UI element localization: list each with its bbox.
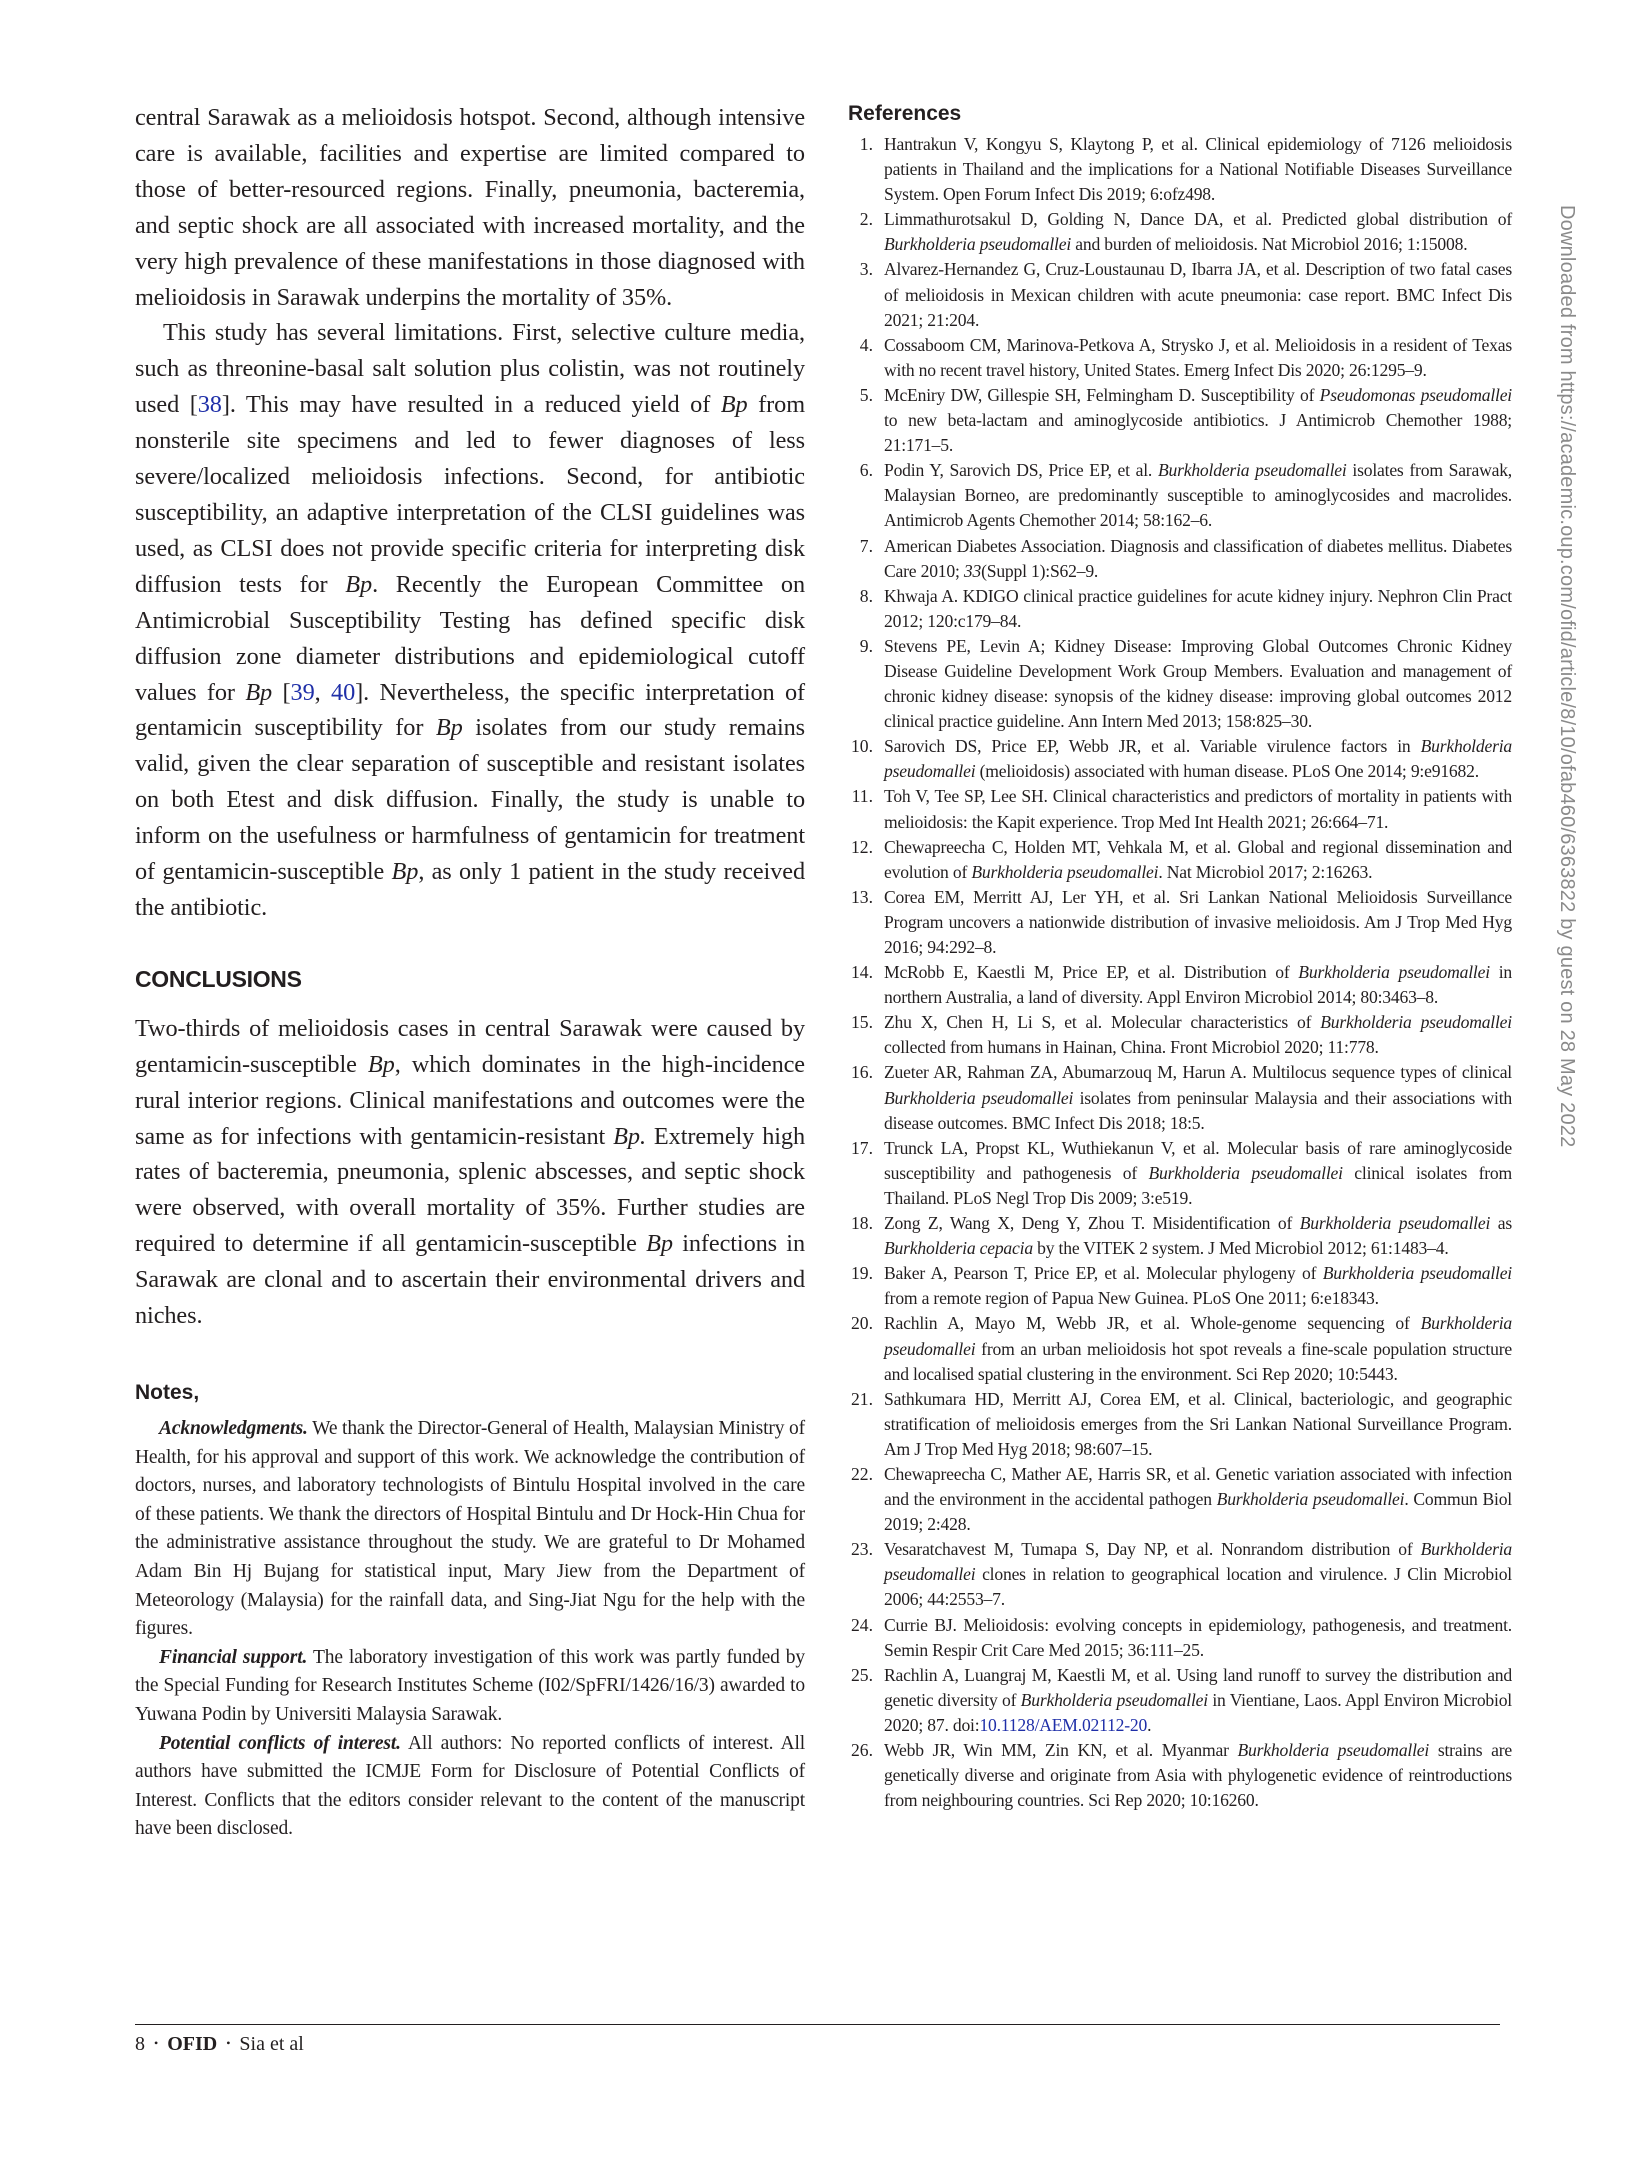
italic-text: Burkholderia cepacia (884, 1238, 1033, 1259)
text-run: Zhu X, Chen H, Li S, et al. Molecular characteristics of (884, 1012, 1321, 1033)
reference-text (884, 1738, 1512, 1813)
text-run: Rachlin A, Mayo M, Webb JR, et al. Whole-genome sequencing of (884, 1313, 1421, 1334)
italic-text: Burkholderia pseudomallei (884, 234, 1072, 255)
reference-item (848, 1211, 1512, 1261)
text-run: Chewapreecha C, Holden MT, Vehkala M, et al. Global and regional dissemination and evolution of (884, 836, 1512, 882)
reference-text (884, 784, 1512, 834)
text-run: , which dominates in the high-incidence rural interior regions. Clinical manifestations and outcomes were the same as for infections with gentamicin-resistant (135, 1050, 805, 1150)
reference-text (884, 1537, 1512, 1612)
text-run: isolates from Sarawak, Malaysian Borneo, are predominantly susceptible to aminoglycosides and macrolides. Antimicrob Agents Chemother 2014; 58:162–6. (884, 460, 1512, 531)
reference-number: 7. (859, 535, 873, 556)
text-run: by the VITEK 2 system. J Med Microbiol 2012; 61:1483–4. (1032, 1238, 1449, 1259)
reference-number: 17. (851, 1137, 873, 1158)
bullet-separator-icon: • (226, 2036, 231, 2050)
italic-text: Bp (720, 391, 748, 419)
reference-number: 3. (859, 259, 873, 280)
text-run: from a remote region of Papua New Guinea. PLoS One 2011; 6:e18343. (884, 1288, 1379, 1309)
reference-item (848, 1613, 1512, 1663)
reference-item (848, 1010, 1512, 1060)
text-run: strains are genetically diverse and originate from Asia with phylogenetic evidence of reintroductions from neighbouring countries. Sci Rep 2020; 10:16260. (884, 1740, 1512, 1811)
italic-text: Bp (391, 858, 419, 886)
text-run: . (1147, 1714, 1152, 1735)
italic-text: Burkholderia pseudomallei (884, 1313, 1512, 1359)
text-run: Sathkumara HD, Merritt AJ, Corea EM, et al. Clinical, bacteriologic, and geographic stratification of melioidosis emerges from the Sri Lankan National Surveillance Program. Am J Trop Med Hyg 2018; 98:607–15. (884, 1388, 1512, 1459)
reference-text (884, 333, 1512, 383)
reference-text (884, 584, 1512, 634)
italic-text: Burkholderia pseudomallei (1020, 1689, 1208, 1710)
italic-text: Burkholderia pseudomallei (1322, 1263, 1512, 1284)
italic-text: Burkholderia pseudomallei (1299, 1213, 1491, 1234)
note-text: The laboratory investigation of this work was partly funded by the Special Funding for Research Institutes Scheme (I02/SpFRI/1426/16/3) awarded to Yuwana Podin by Universiti Malaysia Sarawak. (135, 1646, 805, 1725)
reference-text (884, 207, 1512, 257)
reference-text (884, 458, 1512, 533)
reference-number: 25. (851, 1664, 873, 1685)
reference-number: 22. (851, 1463, 873, 1484)
reference-item (848, 885, 1512, 960)
references-column (848, 102, 1512, 1813)
reference-item (848, 333, 1512, 383)
reference-number: 11. (851, 786, 873, 807)
reference-item (848, 1136, 1512, 1211)
reference-item (848, 835, 1512, 885)
text-run: isolates from peninsular Malaysia and their associations with disease outcomes. BMC Infect Dis 2018; 18:5. (884, 1087, 1512, 1133)
references-heading: References (848, 102, 962, 125)
reference-text (884, 132, 1512, 207)
reference-text (884, 835, 1512, 885)
reference-number: 16. (851, 1062, 873, 1083)
text-run: infections in Sarawak are clonal and to ascertain their environmental drivers and niches. (135, 1230, 805, 1330)
text-run: as (1490, 1213, 1512, 1234)
text-run: . Commun Biol 2019; 2:428. (884, 1489, 1512, 1535)
reference-number: 9. (859, 635, 873, 656)
italic-text: Bp (646, 1230, 673, 1258)
reference-text (884, 634, 1512, 734)
text-run: Webb JR, Win MM, Zin KN, et al. Myanmar (884, 1740, 1238, 1760)
text-run: and burden of melioidosis. Nat Microbiol 2016; 1:15008. (1071, 234, 1468, 255)
reference-number: 10. (851, 736, 873, 757)
reference-item (848, 207, 1512, 257)
reference-text (884, 534, 1512, 584)
text-run: Extremely high rates of bacteremia, pneumonia, splenic abscesses, and septic shock were observed, with overall mortality of 35%. Further studies are required to determine if all gentamicin-susceptible (135, 1122, 805, 1258)
reference-number: 18. (851, 1213, 873, 1234)
note-text: All authors: No reported conflicts of interest. All authors have submitted the ICMJE Form for Disclosure of Potential Conflicts of Interest. Conflicts that the editors consider relevant to the content of the manuscript have been disclosed. (135, 1732, 805, 1840)
reference-text (884, 383, 1512, 458)
text-run: Hantrakun V, Kongyu S, Klaytong P, et al. Clinical epidemiology of 7126 melioidosis patients in Thailand and the implications for a National Notifiable Diseases Surveillance System. Open Forum Infect Dis 2019; 6:ofz498. (884, 134, 1512, 205)
text-run: Podin Y, Sarovich DS, Price EP, et al. (884, 460, 1158, 481)
text-run: McRobb E, Kaestli M, Price EP, et al. Distribution of (884, 962, 1299, 983)
reference-item (848, 1663, 1512, 1738)
running-authors: Sia et al (239, 2033, 304, 2055)
discussion-paragraph-1 (135, 100, 805, 315)
reference-text (884, 1663, 1512, 1738)
text-run: . Nat Microbiol 2017; 2:16263. (1158, 861, 1373, 882)
reference-text (884, 1136, 1512, 1211)
text-run: Sarovich DS, Price EP, Webb JR, et al. Variable virulence factors in (884, 736, 1421, 757)
italic-text: Bp (245, 678, 273, 706)
text-run: Khwaja A. KDIGO clinical practice guidelines for acute kidney injury. Nephron Clin Pract 2012; 120:c179–84. (884, 585, 1512, 631)
text-run: Vesaratchavest M, Tumapa S, Day NP, et al. Nonrandom distribution of (884, 1539, 1421, 1560)
note-label: Acknowledgments. (159, 1418, 308, 1439)
text-run: . Recently the European Committee on Antimicrobial Susceptibility Testing has defined specific disk diffusion zone diameter distributions and epidemiological cutoff values for (135, 570, 806, 706)
reference-number: 14. (851, 962, 873, 983)
reference-text (884, 1060, 1512, 1135)
italic-text: Burkholderia pseudomallei (1320, 1012, 1512, 1033)
reference-text (884, 257, 1512, 332)
text-run: from nonsterile site specimens and led to fewer diagnoses of less severe/localized melioidosis infections. Second, for antibiotic susceptibility, an adaptive interpretation of the CLSI guidelines was used, as CLSI does not provide specific criteria for interpreting disk diffusion tests for (135, 391, 805, 598)
reference-item (848, 1311, 1512, 1386)
reference-number: 21. (851, 1388, 873, 1409)
text-run: from an urban melioidosis hot spot reveals a fine-scale population structure and localised spatial clustering in the environment. Sci Rep 2020; 10:5443. (884, 1338, 1512, 1384)
reference-number: 24. (851, 1614, 873, 1635)
left-column (135, 100, 805, 1844)
page-footer (135, 2033, 304, 2056)
note-label: Financial support. (159, 1646, 308, 1668)
reference-item (848, 634, 1512, 734)
reference-text (884, 1613, 1512, 1663)
reference-number: 19. (851, 1263, 873, 1284)
note-financial-support (135, 1644, 805, 1730)
reference-item (848, 1261, 1512, 1311)
italic-text: Burkholderia pseudomallei (884, 736, 1512, 782)
reference-text (884, 960, 1512, 1010)
reference-number: 8. (859, 585, 873, 606)
reference-item (848, 1537, 1512, 1612)
text-run: Alvarez-Hernandez G, Cruz-Loustaunau D, Ibarra JA, et al. Description of two fatal cases of melioidosis in Mexican children with acute pneumonia: case report. BMC Infect Dis 2021; 21:204. (884, 259, 1512, 330)
note-text: We thank the Director-General of Health, Malaysian Ministry of Health, for his approval and support of this work. We acknowledge the contribution of doctors, nurses, and laboratory technologists of Bintulu Hospital involved in the care of these patients. We thank the directors of Hospital Bintulu and Dr Hock-Hin Chua for the administrative assistance throughout the study. We are grateful to Dr Mohamed Adam Bin Hj Bujang for statistical input, Mary Jiew from the Department of Meteorology (Malaysia) for the rainfall data, and Sing-Jiat Ngu for the help with the figures. (135, 1418, 805, 1640)
text-run: American Diabetes Association. Diagnosis and classification of diabetes mellitus. Diabetes Care 2010; (884, 535, 1512, 581)
italic-text: Bp. (613, 1122, 646, 1150)
reference-number: 20. (851, 1313, 873, 1334)
reference-text (884, 1261, 1512, 1311)
text-run: (melioidosis) associated with human disease. PLoS One 2014; 9:e91682. (975, 761, 1479, 782)
journal-name: OFID (167, 2033, 218, 2055)
text-run: Trunck LA, Propst KL, Wuthiekanun V, et al. Molecular basis of rare aminoglycoside susceptibility and pathogenesis of (884, 1137, 1512, 1183)
footer-divider (135, 2024, 1500, 2025)
citation-link[interactable]: 40 (331, 678, 356, 706)
note-label: Potential conflicts of interest. (159, 1732, 401, 1754)
reference-number: 23. (851, 1539, 873, 1560)
text-run: This study has several limitations. First, selective culture media, such as threonine-basal salt solution plus colistin, was not routinely used [ (135, 319, 805, 419)
download-watermark: Downloaded from https://academic.oup.com/ofid/article/8/10/ofab460/6363822 by guest on 28 May 2022 (1556, 205, 1578, 1148)
text-run: , as only 1 patient in the study received the antibiotic. (135, 858, 805, 921)
text-run: in Vientiane, Laos. Appl Environ Microbiol 2020; 87. doi: (884, 1689, 1512, 1735)
text-run: central Sarawak as a melioidosis hotspot. Second, although intensive care is available, facilities and expertise are limited compared to those of better-resourced regions. Finally, pneumonia, bacteremia, and septic shock are all associated with increased mortality, and the very high prevalence of these manifestations in those diagnosed with melioidosis in Sarawak underpins the mortality of 35%. (135, 104, 805, 311)
italic-text: Burkholderia pseudomallei (1157, 460, 1347, 481)
reference-text (884, 1462, 1512, 1537)
text-run: , (314, 678, 332, 706)
italic-text: Burkholderia pseudomallei (1148, 1162, 1343, 1183)
bullet-separator-icon: • (154, 2036, 159, 2050)
text-run: ]. This may have resulted in a reduced yield of (221, 391, 721, 419)
reference-number: 12. (851, 836, 873, 857)
reference-item (848, 734, 1512, 784)
reference-item (848, 257, 1512, 332)
reference-text (884, 1387, 1512, 1462)
text-run: Toh V, Tee SP, Lee SH. Clinical characteristics and predictors of mortality in patients with melioidosis: the Kapit experience. Trop Med Int Health 2021; 26:664–71. (884, 786, 1512, 832)
reference-number: 26. (851, 1740, 873, 1760)
reference-text (884, 1211, 1512, 1261)
text-run: in northern Australia, a land of diversity. Appl Environ Microbiol 2014; 80:3463–8. (884, 962, 1513, 1008)
reference-item (848, 1738, 1512, 1813)
reference-number: 4. (859, 334, 873, 355)
italic-text: Bp (435, 714, 463, 742)
italic-text: Burkholderia pseudomallei (1298, 962, 1490, 983)
italic-text: Burkholderia pseudomallei (884, 1539, 1512, 1585)
conclusions-heading: CONCLUSIONS (135, 965, 302, 992)
text-run: collected from humans in Hainan, China. Front Microbiol 2020; 11:778. (884, 1037, 1379, 1058)
text-run: Zueter AR, Rahman ZA, Abumarzouq M, Harun A. Multilocus sequence types of clinical (884, 1062, 1512, 1083)
page-number: 8 (135, 2033, 145, 2055)
text-run: Corea EM, Merritt AJ, Ler YH, et al. Sri Lankan National Melioidosis Surveillance Program uncovers a nationwide distribution of invasive melioidosis. Am J Trop Med Hyg 2016; 94:292–8. (884, 886, 1512, 957)
reference-number: 2. (859, 209, 873, 230)
reference-text (884, 1311, 1512, 1386)
text-run: (Suppl 1):S62–9. (981, 560, 1099, 581)
reference-number: 15. (851, 1012, 873, 1033)
reference-item (848, 584, 1512, 634)
conclusions-paragraph (135, 1011, 805, 1334)
reference-text (884, 1010, 1512, 1060)
text-run: Baker A, Pearson T, Price EP, et al. Molecular phylogeny of (884, 1263, 1323, 1284)
italic-text: Burkholderia pseudomallei (1216, 1489, 1405, 1510)
text-run: McEniry DW, Gillespie SH, Felmingham D. Susceptibility of (884, 384, 1320, 405)
text-run: Currie BJ. Melioidosis: evolving concepts in epidemiology, pathogenesis, and treatment. Semin Respir Crit Care Med 2015; 36:111–25. (884, 1614, 1512, 1660)
citation-link[interactable]: 10.1128/AEM.02112-20 (979, 1714, 1148, 1735)
reference-item (848, 1462, 1512, 1537)
text-run: clinical isolates from Thailand. PLoS Negl Trop Dis 2009; 3:e519. (884, 1162, 1512, 1208)
text-run: isolates from our study remains valid, given the clear separation of susceptible and resistant isolates on both Etest and disk diffusion. Finally, the study is unable to inform on the usefulness or harmfulness of gentamicin for treatment of gentamicin-susceptible (135, 714, 806, 886)
text-run: Chewapreecha C, Mather AE, Harris SR, et al. Genetic variation associated with infection and the environment in the accidental pathogen (884, 1463, 1512, 1510)
reference-item (848, 784, 1512, 834)
reference-item (848, 132, 1512, 207)
citation-link[interactable]: 39 (290, 678, 315, 706)
italic-text: Bp (345, 570, 373, 598)
reference-list (848, 132, 1512, 1813)
limitations-paragraph (135, 315, 805, 925)
text-run: [ (272, 678, 291, 706)
reference-text (884, 885, 1512, 960)
italic-text: Burkholderia pseudomallei (1237, 1740, 1430, 1760)
text-run: Stevens PE, Levin A; Kidney Disease: Improving Global Outcomes Chronic Kidney Disease Guideline Development Work Group Members. Evaluation and management of chronic kidney disease: synopsis of the kidney disease: improving global outcomes 2012 clinical practice guideline. Ann Intern Med 2013; 158:825–30. (884, 635, 1512, 732)
text-run: clones in relation to geographical location and virulence. J Clin Microbiol 2006; 44:2553–7. (884, 1564, 1512, 1610)
italic-text: Burkholderia pseudomallei (971, 861, 1159, 882)
note-acknowledgments (135, 1415, 805, 1644)
text-run: Two-thirds of melioidosis cases in central Sarawak were caused by gentamicin-susceptible (135, 1014, 805, 1078)
reference-number: 5. (859, 384, 873, 405)
italic-text: Bp (367, 1050, 395, 1078)
text-run: Rachlin A, Luangraj M, Kaestli M, et al. Using land runoff to survey the distribution and genetic diversity of (884, 1664, 1512, 1710)
italic-text: Pseudomonas pseudomallei (1319, 384, 1512, 405)
text-run: ]. Nevertheless, the specific interpretation of gentamicin susceptibility for (135, 678, 806, 742)
notes-heading: Notes, (135, 1381, 200, 1404)
italic-text: Burkholderia pseudomallei (884, 1087, 1074, 1108)
reference-number: 1. (859, 134, 873, 154)
reference-text (884, 734, 1512, 784)
citation-link[interactable]: 38 (197, 391, 222, 419)
reference-item (848, 1387, 1512, 1462)
note-conflicts-of-interest (135, 1730, 805, 1844)
reference-item (848, 1060, 1512, 1135)
reference-item (848, 383, 1512, 458)
reference-item (848, 458, 1512, 533)
reference-number: 6. (859, 460, 873, 481)
reference-number: 13. (851, 886, 873, 907)
text-run: to new beta-lactam and aminoglycoside antibiotics. J Antimicrob Chemother 1988; 21:171–5. (884, 410, 1512, 456)
reference-item (848, 534, 1512, 584)
reference-item (848, 960, 1512, 1010)
italic-text: 33 (963, 560, 982, 581)
text-run: Limmathurotsakul D, Golding N, Dance DA, et al. Predicted global distribution of (884, 209, 1512, 230)
text-run: Zong Z, Wang X, Deng Y, Zhou T. Misidentification of (884, 1213, 1300, 1234)
text-run: Cossaboom CM, Marinova-Petkova A, Strysko J, et al. Melioidosis in a resident of Texas with no recent travel history, United States. Emerg Infect Dis 2020; 26:1295–9. (884, 334, 1512, 380)
